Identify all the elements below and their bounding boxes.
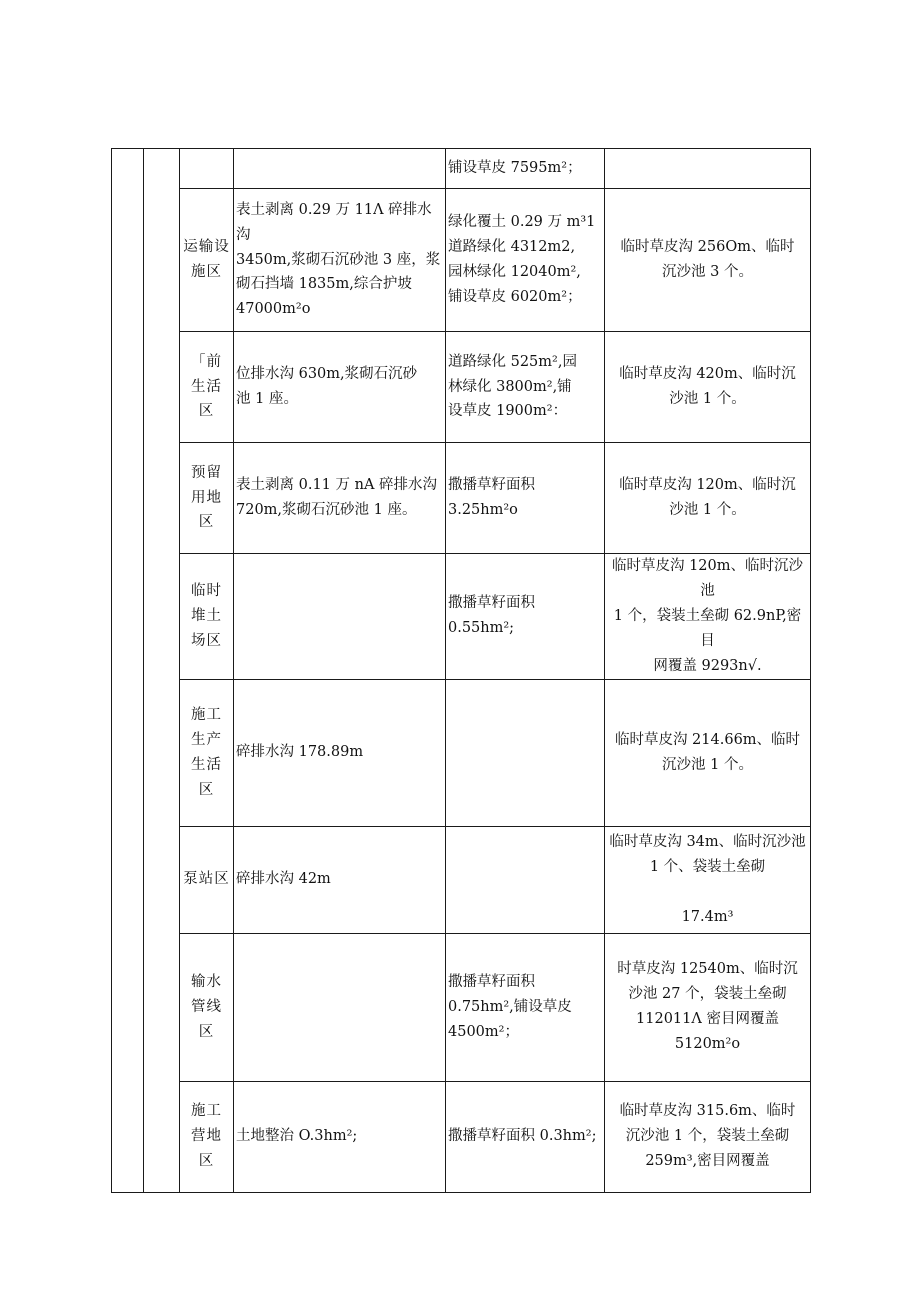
area-cell: 施工 营地 区 xyxy=(180,1081,234,1192)
area-cell: 施工 生产 生活 区 xyxy=(180,679,234,826)
table-row xyxy=(112,933,811,1081)
area-cell: 泵站区 xyxy=(180,826,234,933)
engineering-measure-cell xyxy=(234,554,446,680)
plant-measure-cell: 绿化覆土 0.29 万 m³1 道路绿化 4312m2, 园林绿化 12040m², 铺设草皮 6020m²； xyxy=(446,189,605,332)
engineering-measure-cell xyxy=(234,149,446,189)
table-row xyxy=(112,443,811,554)
table-row xyxy=(112,826,811,933)
plant-measure-cell xyxy=(446,826,605,933)
temporary-measure-cell: 临时草皮沟 120m、临时沉沙池 1 个，袋装土垒砌 62.9nP,密目 网覆盖 9293n√. xyxy=(605,554,811,680)
area-cell: 「前 生活 区 xyxy=(180,332,234,443)
table-row xyxy=(112,149,811,189)
area-cell xyxy=(180,149,234,189)
engineering-measure-cell: 碎排水沟 42m xyxy=(234,826,446,933)
temporary-measure-cell: 临时草皮沟 315.6m、临时 沉沙池 1 个，袋装土垒砌 259m³,密目网覆盖 xyxy=(605,1081,811,1192)
engineering-measure-cell: 碎排水沟 178.89m xyxy=(234,679,446,826)
plant-measure-cell: 撒播草籽面积 3.25hm²o xyxy=(446,443,605,554)
table-row xyxy=(112,554,811,680)
temporary-measure-cell: 临时草皮沟 214.66m、临时 沉沙池 1 个。 xyxy=(605,679,811,826)
outer-merged-cell xyxy=(112,149,144,1193)
engineering-measure-cell xyxy=(234,933,446,1081)
measures-table xyxy=(111,148,811,1193)
engineering-measure-cell: 土地整治 O.3hm²; xyxy=(234,1081,446,1192)
temporary-measure-cell: 临时草皮沟 420m、临时沉 沙池 1 个。 xyxy=(605,332,811,443)
table-row xyxy=(112,332,811,443)
plant-measure-cell xyxy=(446,679,605,826)
plant-measure-cell: 铺设草皮 7595m²； xyxy=(446,149,605,189)
engineering-measure-cell: 表土剥离 0.29 万 11Λ 碎排水沟 3450m,浆砌石沉砂池 3 座，浆 砌石挡墙 1835m,综合护坡 47000m²o xyxy=(234,189,446,332)
table-row xyxy=(112,1081,811,1192)
temporary-measure-cell: 临时草皮沟 256Om、临时 沉沙池 3 个。 xyxy=(605,189,811,332)
area-cell: 预留 用地 区 xyxy=(180,443,234,554)
plant-measure-cell: 撒播草籽面积 0.3hm²; xyxy=(446,1081,605,1192)
area-cell: 临时 堆土 场区 xyxy=(180,554,234,680)
inner-merged-cell xyxy=(144,149,180,1193)
area-cell: 运输设 施区 xyxy=(180,189,234,332)
temporary-measure-cell: 临时草皮沟 34m、临时沉沙池 1 个、袋装土垒砌 17.4m³ xyxy=(605,826,811,933)
area-cell: 输水 管线 区 xyxy=(180,933,234,1081)
plant-measure-cell: 撒播草籽面积 0.75hm²,铺设草皮 4500m²； xyxy=(446,933,605,1081)
temporary-measure-cell: 临时草皮沟 120m、临时沉 沙池 1 个。 xyxy=(605,443,811,554)
plant-measure-cell: 撒播草籽面积 0.55hm²; xyxy=(446,554,605,680)
temporary-measure-cell xyxy=(605,149,811,189)
plant-measure-cell: 道路绿化 525m²,园 林绿化 3800m²,铺 设草皮 1900m²： xyxy=(446,332,605,443)
table-row xyxy=(112,679,811,826)
engineering-measure-cell: 位排水沟 630m,浆砌石沉砂 池 1 座。 xyxy=(234,332,446,443)
engineering-measure-cell: 表土剥离 0.11 万 nA 碎排水沟 720m,浆砌石沉砂池 1 座。 xyxy=(234,443,446,554)
temporary-measure-cell: 时草皮沟 12540m、临时沉 沙池 27 个，袋装土垒砌 112011Λ 密目网覆盖 5120m²o xyxy=(605,933,811,1081)
table-row xyxy=(112,189,811,332)
